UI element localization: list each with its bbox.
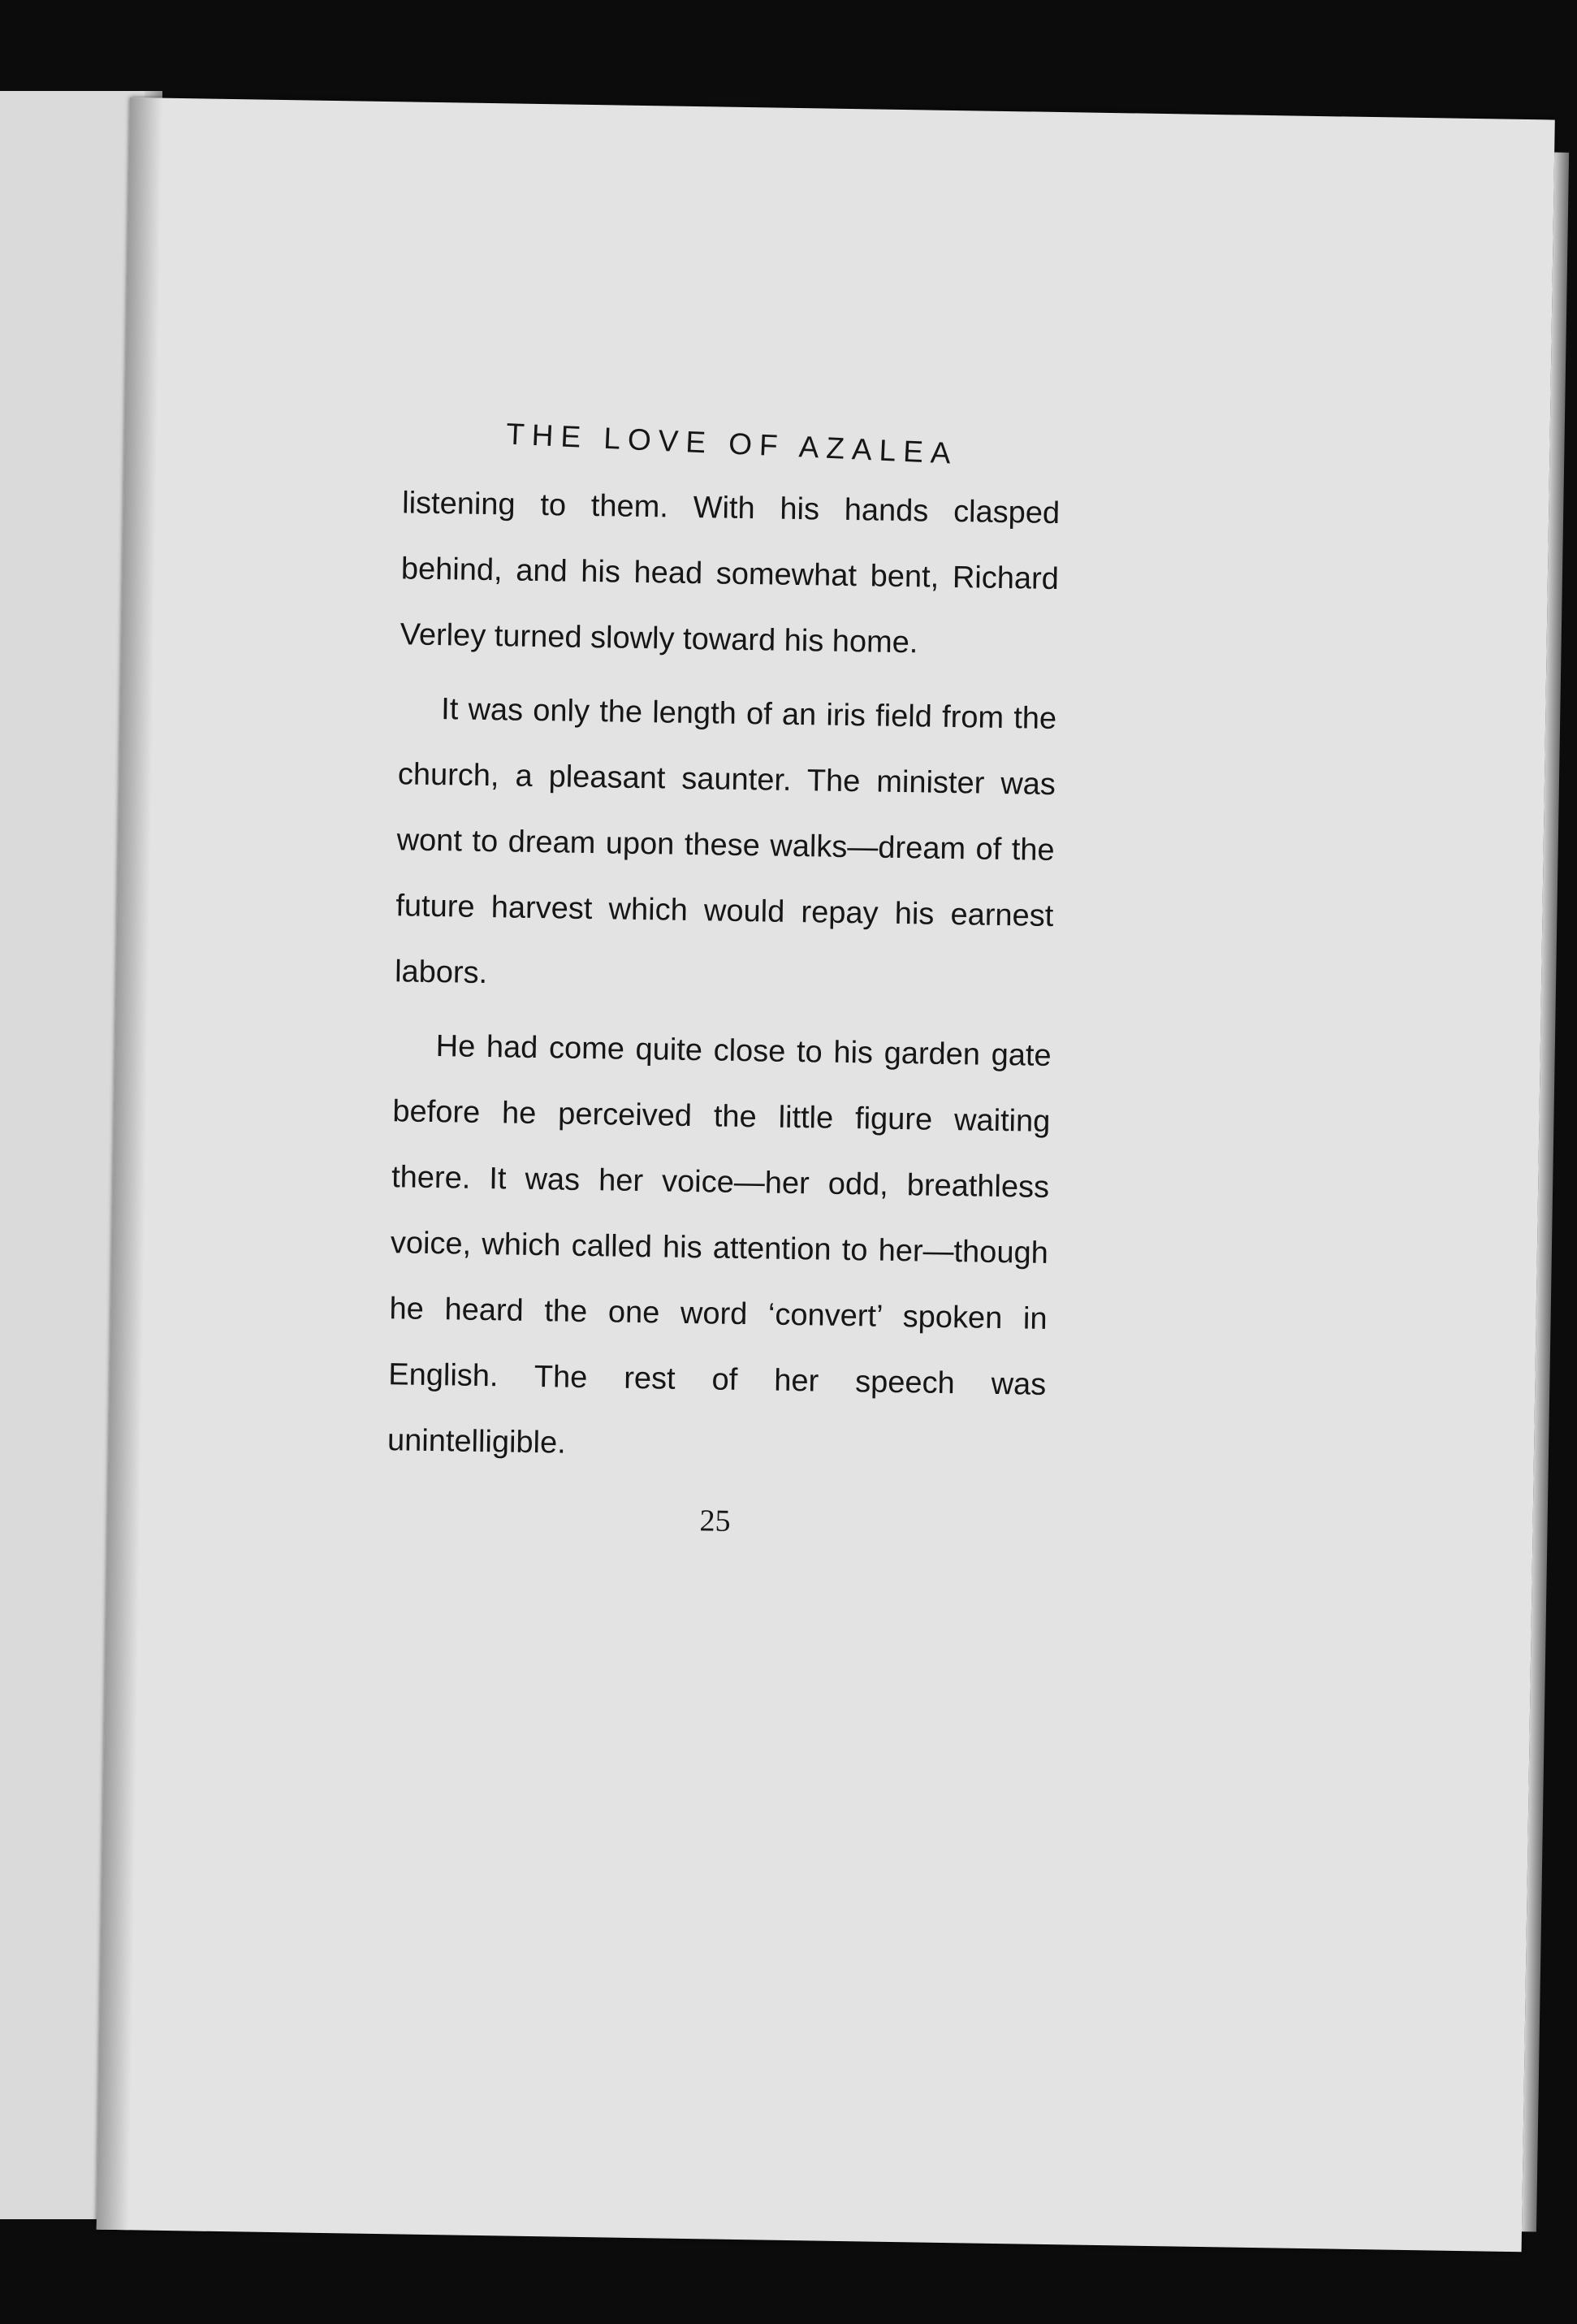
running-head: THE LOVE OF AZALEA [505, 417, 959, 470]
page-text [386, 418, 1061, 1544]
page-number: 25 [699, 1504, 731, 1539]
paragraph-1: listening to them. With his hands clasped behind, and his head somewhat bent, Richard Verley turned slowly toward his home. [400, 486, 1061, 660]
book-page [97, 97, 1555, 2252]
paragraph-3: He had come quite close to his garden gate before he perceived the little figure waiting there. It was her voice—her odd, breathless voice, which called his attention to her—though he heard the one word ‘convert’ spoken in English. The rest of her speech was unintelligible. [387, 1029, 1052, 1461]
paragraph-2: It was only the length of an iris field from the church, a pleasant saunter. The minister was wont to dream upon these walks—dream of the future harvest which would repay his earnest labors. [394, 692, 1057, 991]
